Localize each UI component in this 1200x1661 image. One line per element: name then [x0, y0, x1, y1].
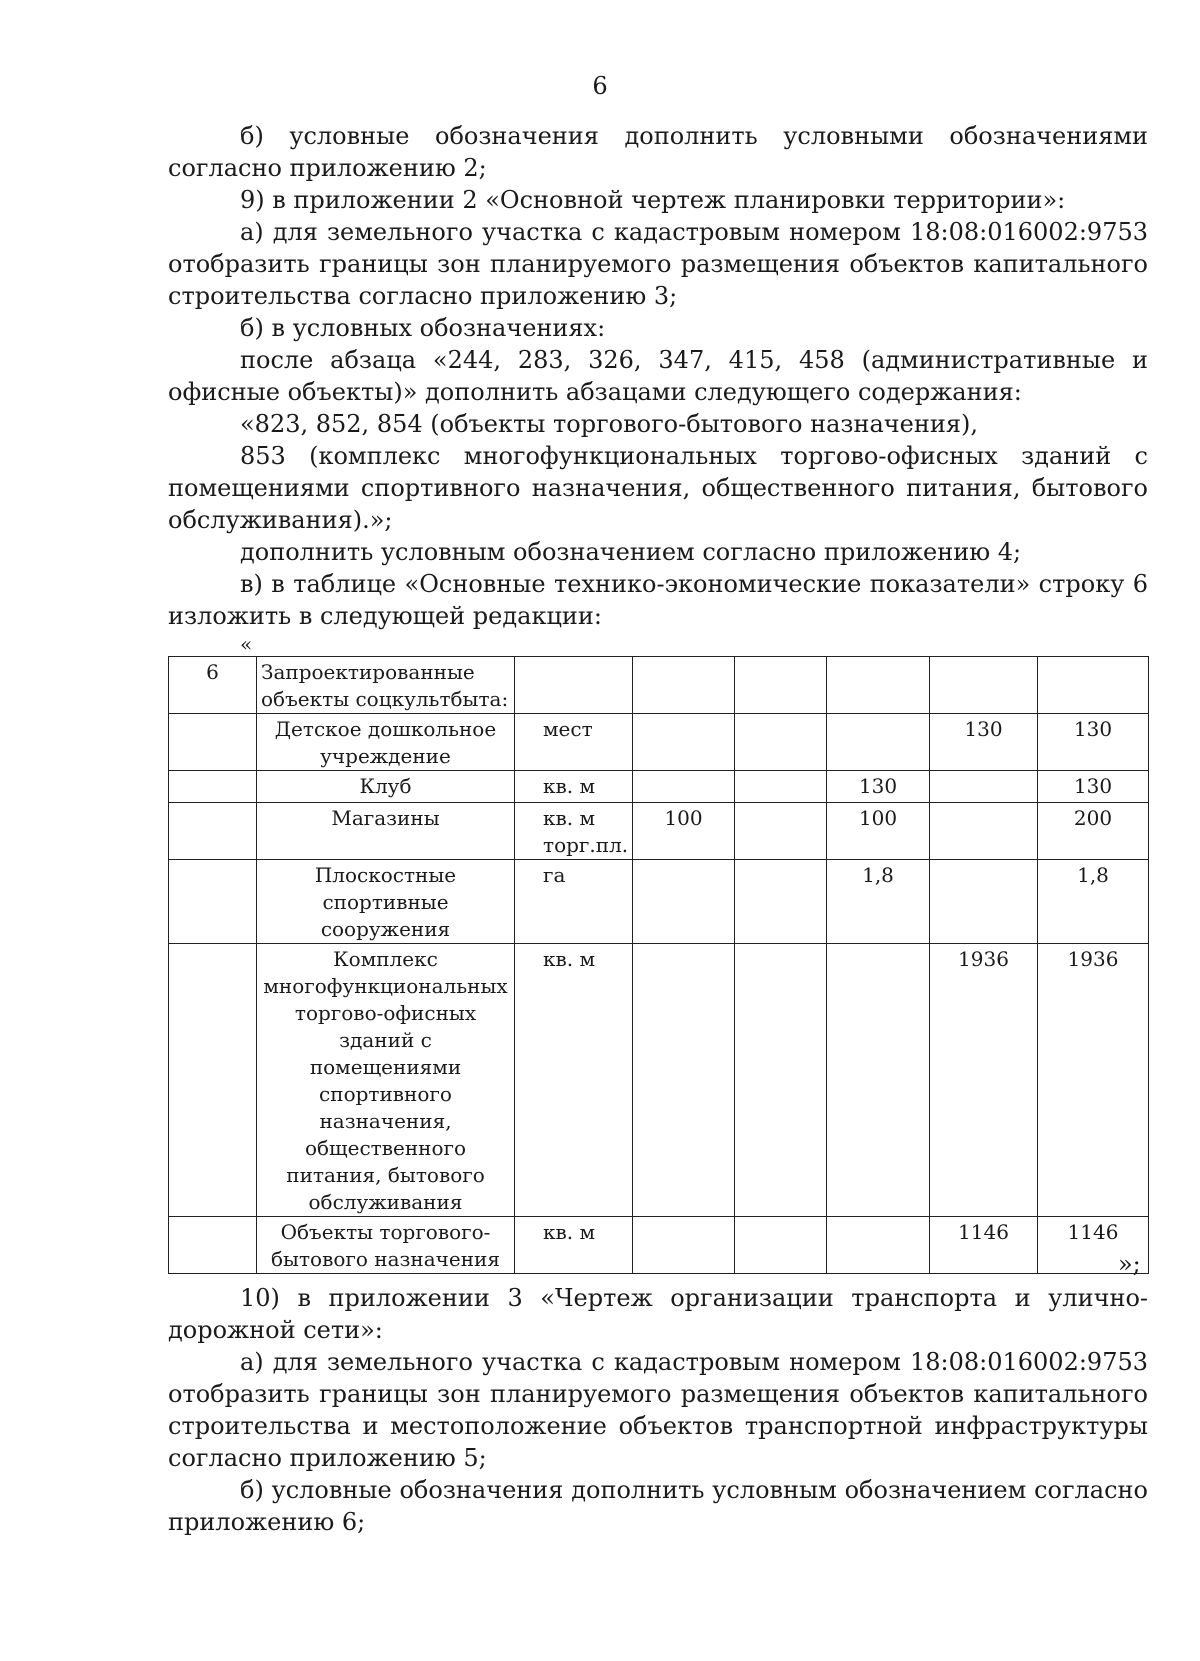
table-cell [827, 944, 930, 1217]
table-row [169, 657, 1149, 714]
table-row [169, 771, 1149, 803]
table-cell: 1,8 [1038, 860, 1149, 944]
body-text-bottom [168, 1282, 1148, 1538]
paragraph: дополнить условным обозначением согласно приложению 4; [240, 538, 1022, 566]
table-cell [169, 803, 257, 860]
table-cell: кв. м [515, 944, 633, 1217]
table-cell [515, 657, 633, 714]
table-cell [169, 1217, 257, 1274]
table-cell: 100 [633, 803, 735, 860]
table-cell: 130 [1038, 771, 1149, 803]
table-cell: Плоскостные спортивные сооружения [257, 860, 515, 944]
table-cell: 200 [1038, 803, 1149, 860]
table-cell: 1936 [1038, 944, 1149, 1217]
table-row [169, 714, 1149, 771]
table-cell [169, 944, 257, 1217]
table-cell [827, 1217, 930, 1274]
table-cell [735, 1217, 827, 1274]
paragraph: после абзаца «244, 283, 326, 347, 415, 458 (административные и офисные объекты)» дополнить абзацами следующего содержания: [168, 346, 1148, 406]
table-cell [169, 714, 257, 771]
table-cell: Объекты торгового-бытового назначения [257, 1217, 515, 1274]
table-row [169, 944, 1149, 1217]
body-text-top [168, 120, 1148, 632]
table-cell: кв. м [515, 771, 633, 803]
closing-quote: »; [1118, 1250, 1141, 1278]
paragraph: б) условные обозначения дополнить условными обозначениями согласно приложению 2; [168, 122, 1148, 182]
table-cell [735, 657, 827, 714]
page-number: 6 [592, 72, 608, 100]
paragraph: а) для земельного участка с кадастровым номером 18:08:016002:9753 отобразить границы зон планируемого размещения объектов капитального строительства согласно приложению 3; [168, 218, 1148, 310]
opening-quote: « [240, 632, 253, 656]
table-cell: мест [515, 714, 633, 771]
table-cell [633, 944, 735, 1217]
table-cell [930, 771, 1038, 803]
table-cell: 1936 [930, 944, 1038, 1217]
indicators-table [168, 656, 1149, 1274]
table-cell [633, 860, 735, 944]
table-cell [169, 860, 257, 944]
table-cell: 1,8 [827, 860, 930, 944]
table-row [169, 803, 1149, 860]
paragraph: 9) в приложении 2 «Основной чертеж планировки территории»: [240, 186, 1066, 214]
table-cell [633, 714, 735, 771]
table-cell: кв. м торг.пл. [515, 803, 633, 860]
table-cell: 100 [827, 803, 930, 860]
paragraph: 853 (комплекс многофункциональных торгово-офисных зданий с помещениями спортивного назначения, общественного питания, бытового обслуживания).»; [168, 442, 1148, 534]
paragraph: а) для земельного участка с кадастровым номером 18:08:016002:9753 отобразить границы зон планируемого размещения объектов капитального строительства и местоположение объектов транспортной инфраструктуры согласно приложению 5; [168, 1348, 1148, 1472]
table-cell [735, 944, 827, 1217]
paragraph: «823, 852, 854 (объекты торгового-бытового назначения), [240, 410, 978, 438]
table-cell [735, 803, 827, 860]
table-cell: га [515, 860, 633, 944]
table-cell: 130 [827, 771, 930, 803]
table-cell: 6 [169, 657, 257, 714]
table-cell: кв. м [515, 1217, 633, 1274]
paragraph: 10) в приложении 3 «Чертеж организации транспорта и улично-дорожной сети»: [168, 1284, 1148, 1344]
table-cell [827, 657, 930, 714]
table-cell [735, 771, 827, 803]
table-cell [930, 803, 1038, 860]
table-cell [930, 657, 1038, 714]
table-cell [169, 771, 257, 803]
paragraph: б) в условных обозначениях: [240, 314, 606, 342]
table-cell [633, 1217, 735, 1274]
table-cell: 1146 [1038, 1217, 1149, 1274]
table-cell: Детское дошкольное учреждение [257, 714, 515, 771]
table-cell: Комплекс многофункциональных торгово-офисных зданий с помещениями спортивного назначения, общественного питания, бытового обслуживания [257, 944, 515, 1217]
paragraph: в) в таблице «Основные технико-экономические показатели» строку 6 изложить в следующей редакции: [168, 570, 1148, 630]
table-cell [827, 714, 930, 771]
table-cell: Клуб [257, 771, 515, 803]
table-cell: 130 [930, 714, 1038, 771]
table-cell [735, 860, 827, 944]
table-cell: Запроектированные объекты соцкультбыта: [257, 657, 515, 714]
table-cell: 1146 [930, 1217, 1038, 1274]
table-cell [735, 714, 827, 771]
paragraph: б) условные обозначения дополнить условным обозначением согласно приложению 6; [168, 1476, 1148, 1536]
table-cell [633, 657, 735, 714]
table-cell: Магазины [257, 803, 515, 860]
table-row [169, 860, 1149, 944]
table-row [169, 1217, 1149, 1274]
table-cell [633, 771, 735, 803]
table-cell [930, 860, 1038, 944]
table-cell: 130 [1038, 714, 1149, 771]
table-cell [1038, 657, 1149, 714]
